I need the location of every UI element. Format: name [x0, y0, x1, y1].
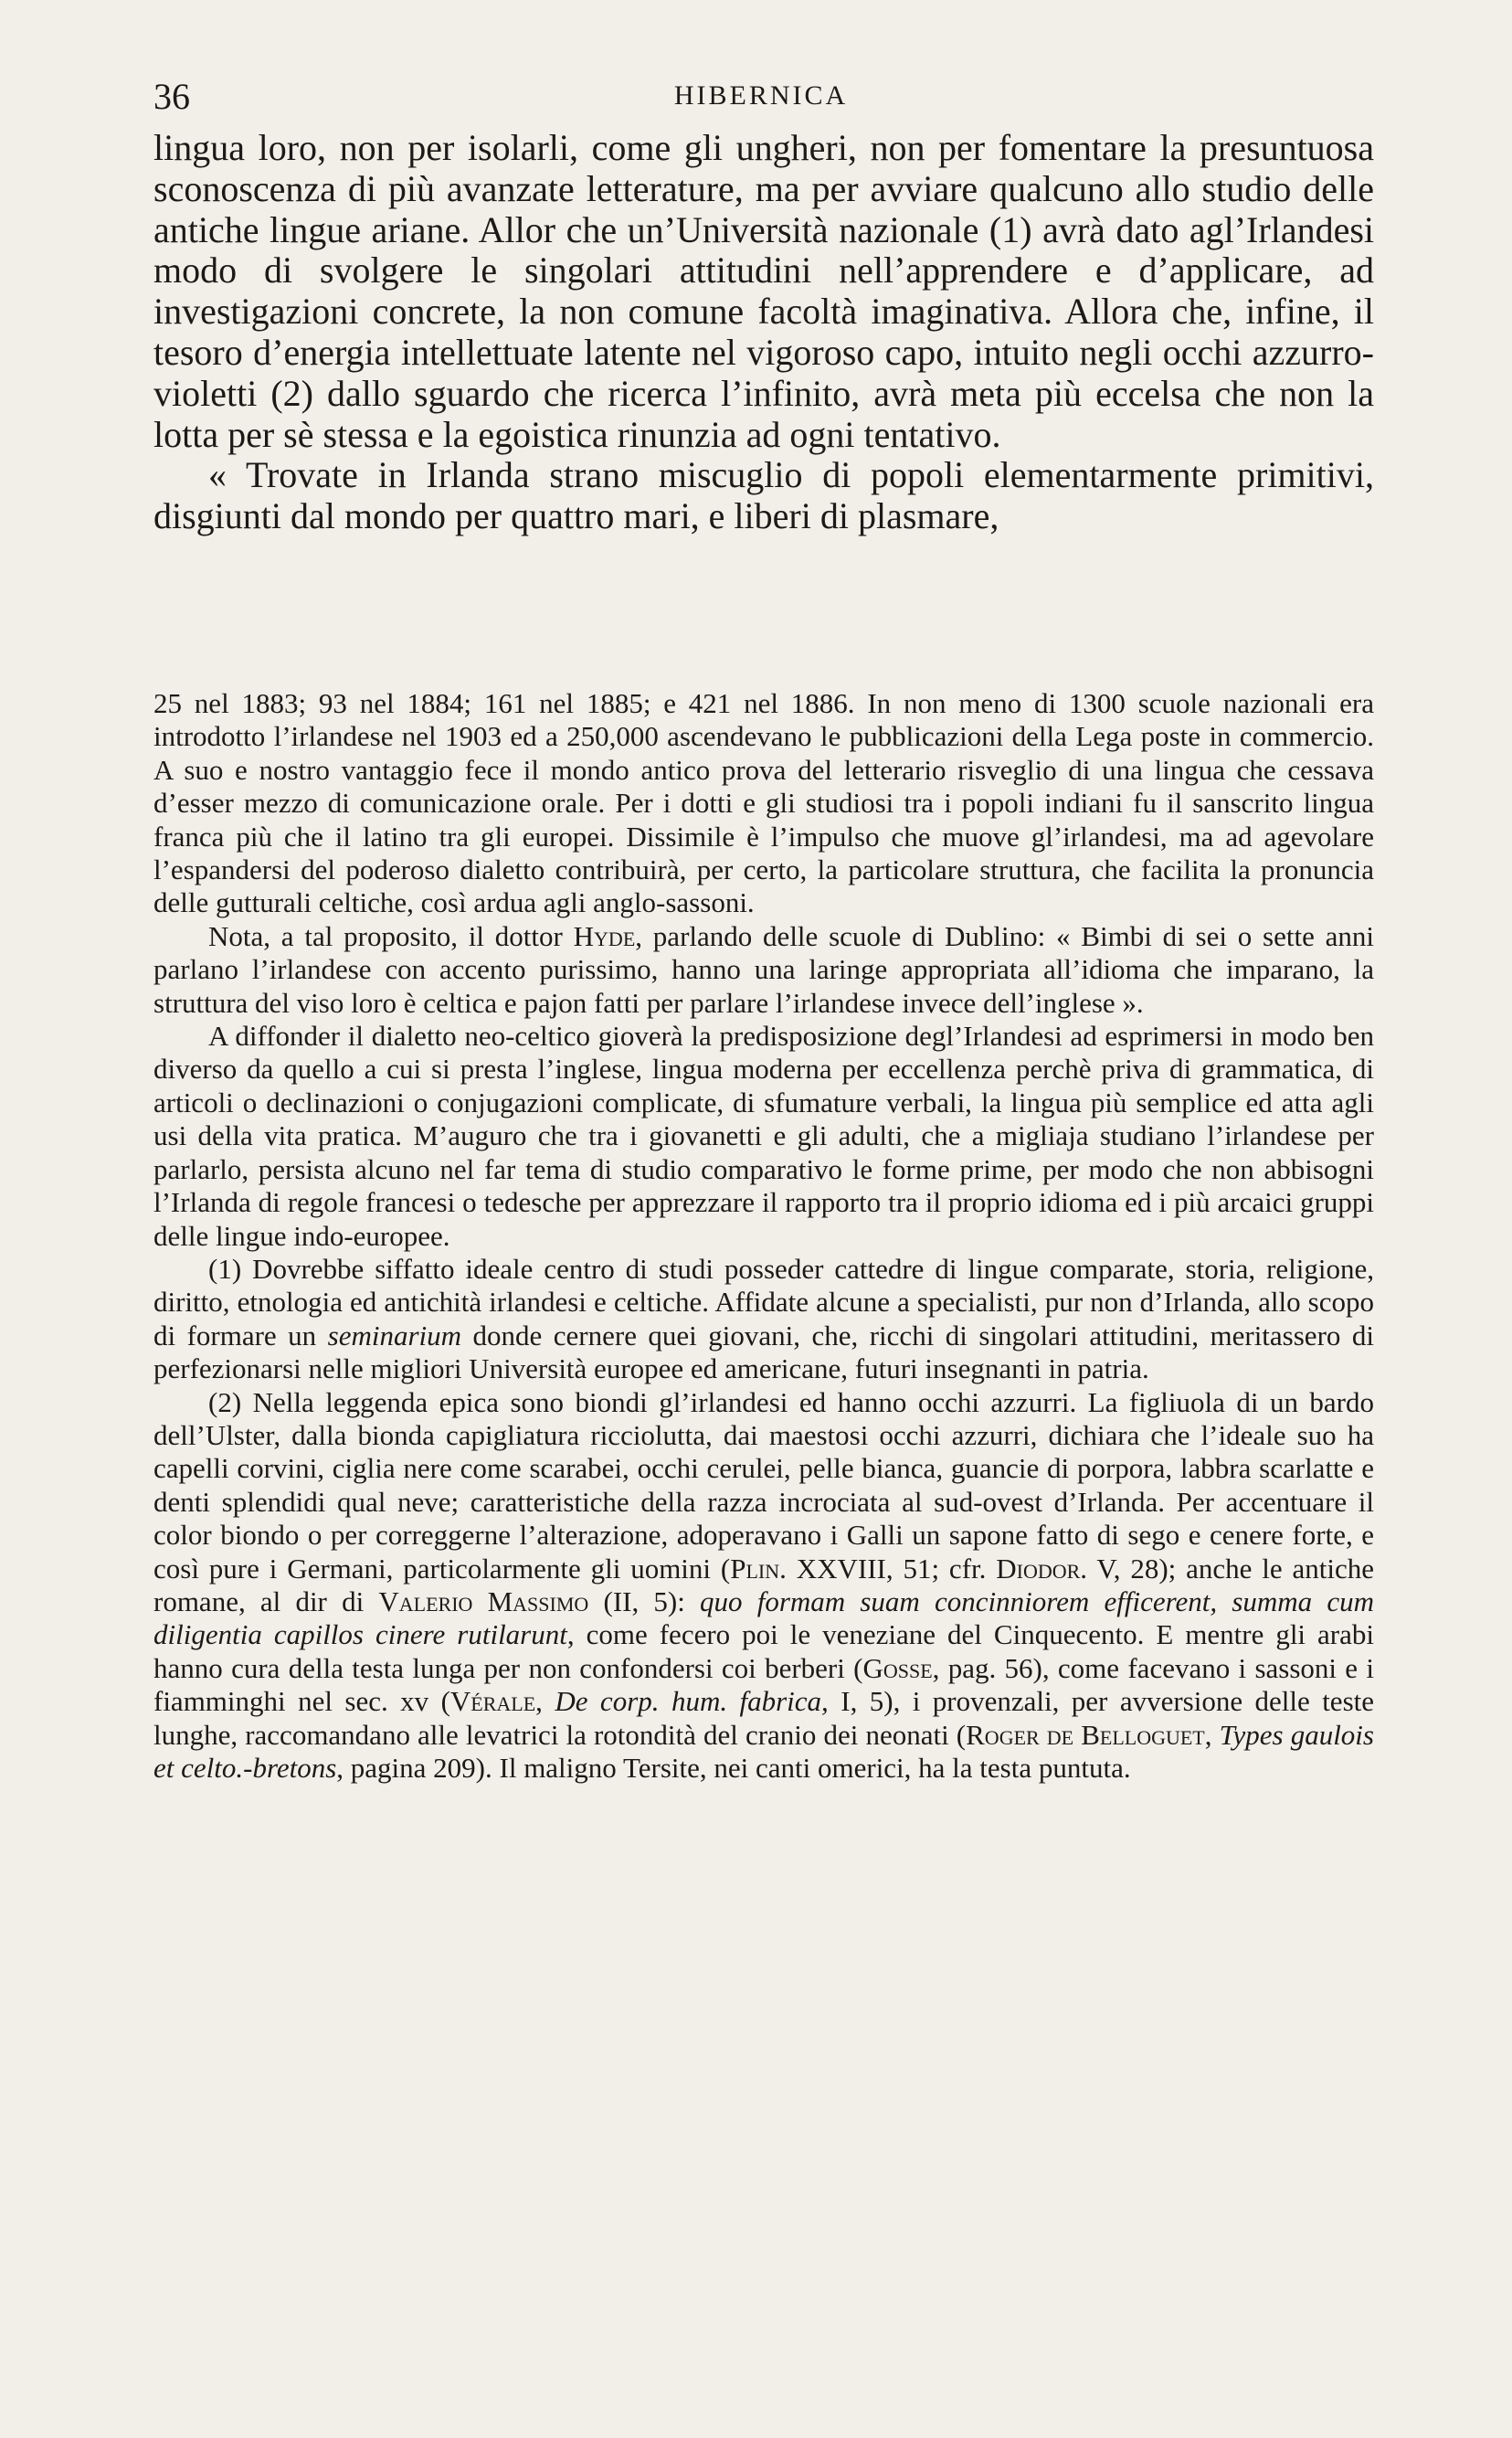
citation-title: Types gaulois et celto.-bretons	[153, 1718, 1374, 1784]
main-paragraph: lingua loro, non per isolarli, come gli ungheri, non per fomentare la presuntuosa sconoscenza di più avanzate letterature, ma per avviare qualcuno allo studio delle antiche lingue ariane. Allor che un’Università nazionale (1) avrà dato agl’Irlandesi modo di svolgere le singolari attitudini nell’apprendere e d’applicare, ad investigazioni concrete, la non comune facoltà imaginativa. Allora che, infine, il tesoro d’energia intellettuate latente nel vigoroso capo, intuito negli occhi azzurro-violetti (2) dallo sguardo che ricerca l’infinito, avrà meta più eccelsa che non la lotta per sè stessa e la egoistica rinunzia ad ogni tentativo.	[153, 127, 1374, 455]
citation-author: Gosse	[862, 1651, 933, 1684]
footnote-paragraph: 25 nel 1883; 93 nel 1884; 161 nel 1885; e 421 nel 1886. In non meno di 1300 scuole nazionali era introdotto l’irlandese nel 1903 ed a 250,000 ascendevano le pubblicazioni della Lega poste in commercio. A suo e nostro vantaggio fece il mondo antico prova del letterario risveglio di una lingua che cessava d’esser mezzo di comunicazione orale. Per i dotti e gli studiosi tra i popoli indiani fu il sanscrito lingua franca più che il latino tra gli europei. Dissimile è l’impulso che muove gl’irlandesi, ma ad agevolare l’espandersi del poderoso dialetto contribuirà, per certo, la particolare struttura, che facilita la pronuncia delle gutturali celtiche, così ardua agli anglo-sassoni.	[153, 687, 1374, 919]
running-title: HIBERNICA	[673, 80, 849, 111]
author-name: Hyde	[573, 919, 636, 952]
footnote-2: (2) Nella leggenda epica sono biondi gl’irlandesi ed hanno occhi azzurri. La figliuola di un bardo dell’Ulster, dalla bionda capigliatura ricciolutta, dai maestosi occhi azzurri, dichiara che l’ideale suo ha capelli corvini, ciglia nere come scarabei, occhi cerulei, pelle bianca, guancie di porpora, labbra scarlatte e denti splendidi qual neve; caratteristiche della razza incrociata al sud-ovest d’Irlanda. Per accentuare il color biondo o per correggerne l’alterazione, adoperavano i Galli un sapone fatto di sego e cenere forte, e così pure i Germani, particolarmente gli uomini (Plin. XXVIII, 51; cfr. Diodor. V, 28); anche le antiche romane, al dir di Valerio Massimo (II, 5): quo formam suam concinniorem efficerent, summa cum diligentia capillos cinere rutilarunt, come fecero poi le veneziane del Cinquecento. E mentre gli arabi hanno cura della testa lunga per non confondersi coi berberi (Gosse, pag. 56), come facevano i sassoni e i fiamminghi nel sec. xv (Vérale, De corp. hum. fabrica, I, 5), i provenzali, per avversione delle teste lunghe, raccomandano alle levatrici la rotondità del cranio dei neonati (Roger de Belloguet, Types gaulois et celto.-bretons, pagina 209). Il maligno Tersite, nei canti omerici, ha la testa puntuta.	[153, 1385, 1375, 1784]
latin-quote: quo formam suam concinniorem efficerent, summa cum diligentia capillos cinere rutilarunt	[153, 1585, 1374, 1651]
page-number: 36	[153, 76, 190, 117]
citation-author: Valerio Massimo	[378, 1585, 589, 1617]
main-text	[153, 128, 1374, 537]
citation-author: Diodor.	[996, 1552, 1088, 1585]
citation-author: Vérale	[449, 1685, 536, 1718]
citation-author: Roger de Belloguet	[966, 1718, 1205, 1751]
footnote-paragraph: Nota, a tal proposito, il dottor Hyde, parlando delle scuole di Dublino: « Bimbi di sei o sette anni parlano l’irlandese con accento purissimo, hanno una laringe appropriata all’idioma che imparano, la struttura del viso loro è celtica e pajon fatti per parlare l’irlandese invece dell’inglese ».	[153, 919, 1375, 1019]
citation-title: De corp. hum. fabrica,	[555, 1685, 829, 1718]
footnote-paragraph: A diffonder il dialetto neo-celtico gioverà la predisposizione degl’Irlandesi ad esprimersi in modo ben diverso da quello a cui si presta l’inglese, lingua moderna per eccellenza perchè priva di grammatica, di articoli o declinazioni o conjugazioni complicate, di sfumature verbali, la lingua più semplice ed atta agli usi della vita pratica. M’auguro che tra i giovanetti e gli adulti, che a migliaja studiano l’irlandese per parlarlo, persista alcuno nel far tema di studio comparativo le forme prime, per modo che non abbisogni l’Irlanda di regole francesi o tedesche per apprezzare il rapporto tra il proprio idioma ed i più arcaici gruppi delle lingue indo-europee.	[153, 1020, 1374, 1252]
main-paragraph: « Trovate in Irlanda strano miscuglio di popoli elementarmente primitivi, disgiunti dal mondo per quattro mari, e liberi di plasmare,	[153, 454, 1374, 537]
footnotes	[153, 687, 1374, 1785]
page-header	[153, 75, 1369, 130]
footnote-1: (1) Dovrebbe siffatto ideale centro di studi posseder cattedre di lingue comparate, storia, religione, diritto, etnologia ed antichità irlandesi e celtiche. Affidate alcune a specialisti, pur non d’Irlanda, allo scopo di formare un seminarium donde cernere quei giovani, che, ricchi di singolari attitudini, meritassero di perfezionarsi nelle migliori Università europee ed americane, futuri insegnanti in patria.	[153, 1252, 1374, 1385]
citation-author: Plin.	[730, 1552, 787, 1585]
latin-term: seminarium	[327, 1319, 462, 1352]
